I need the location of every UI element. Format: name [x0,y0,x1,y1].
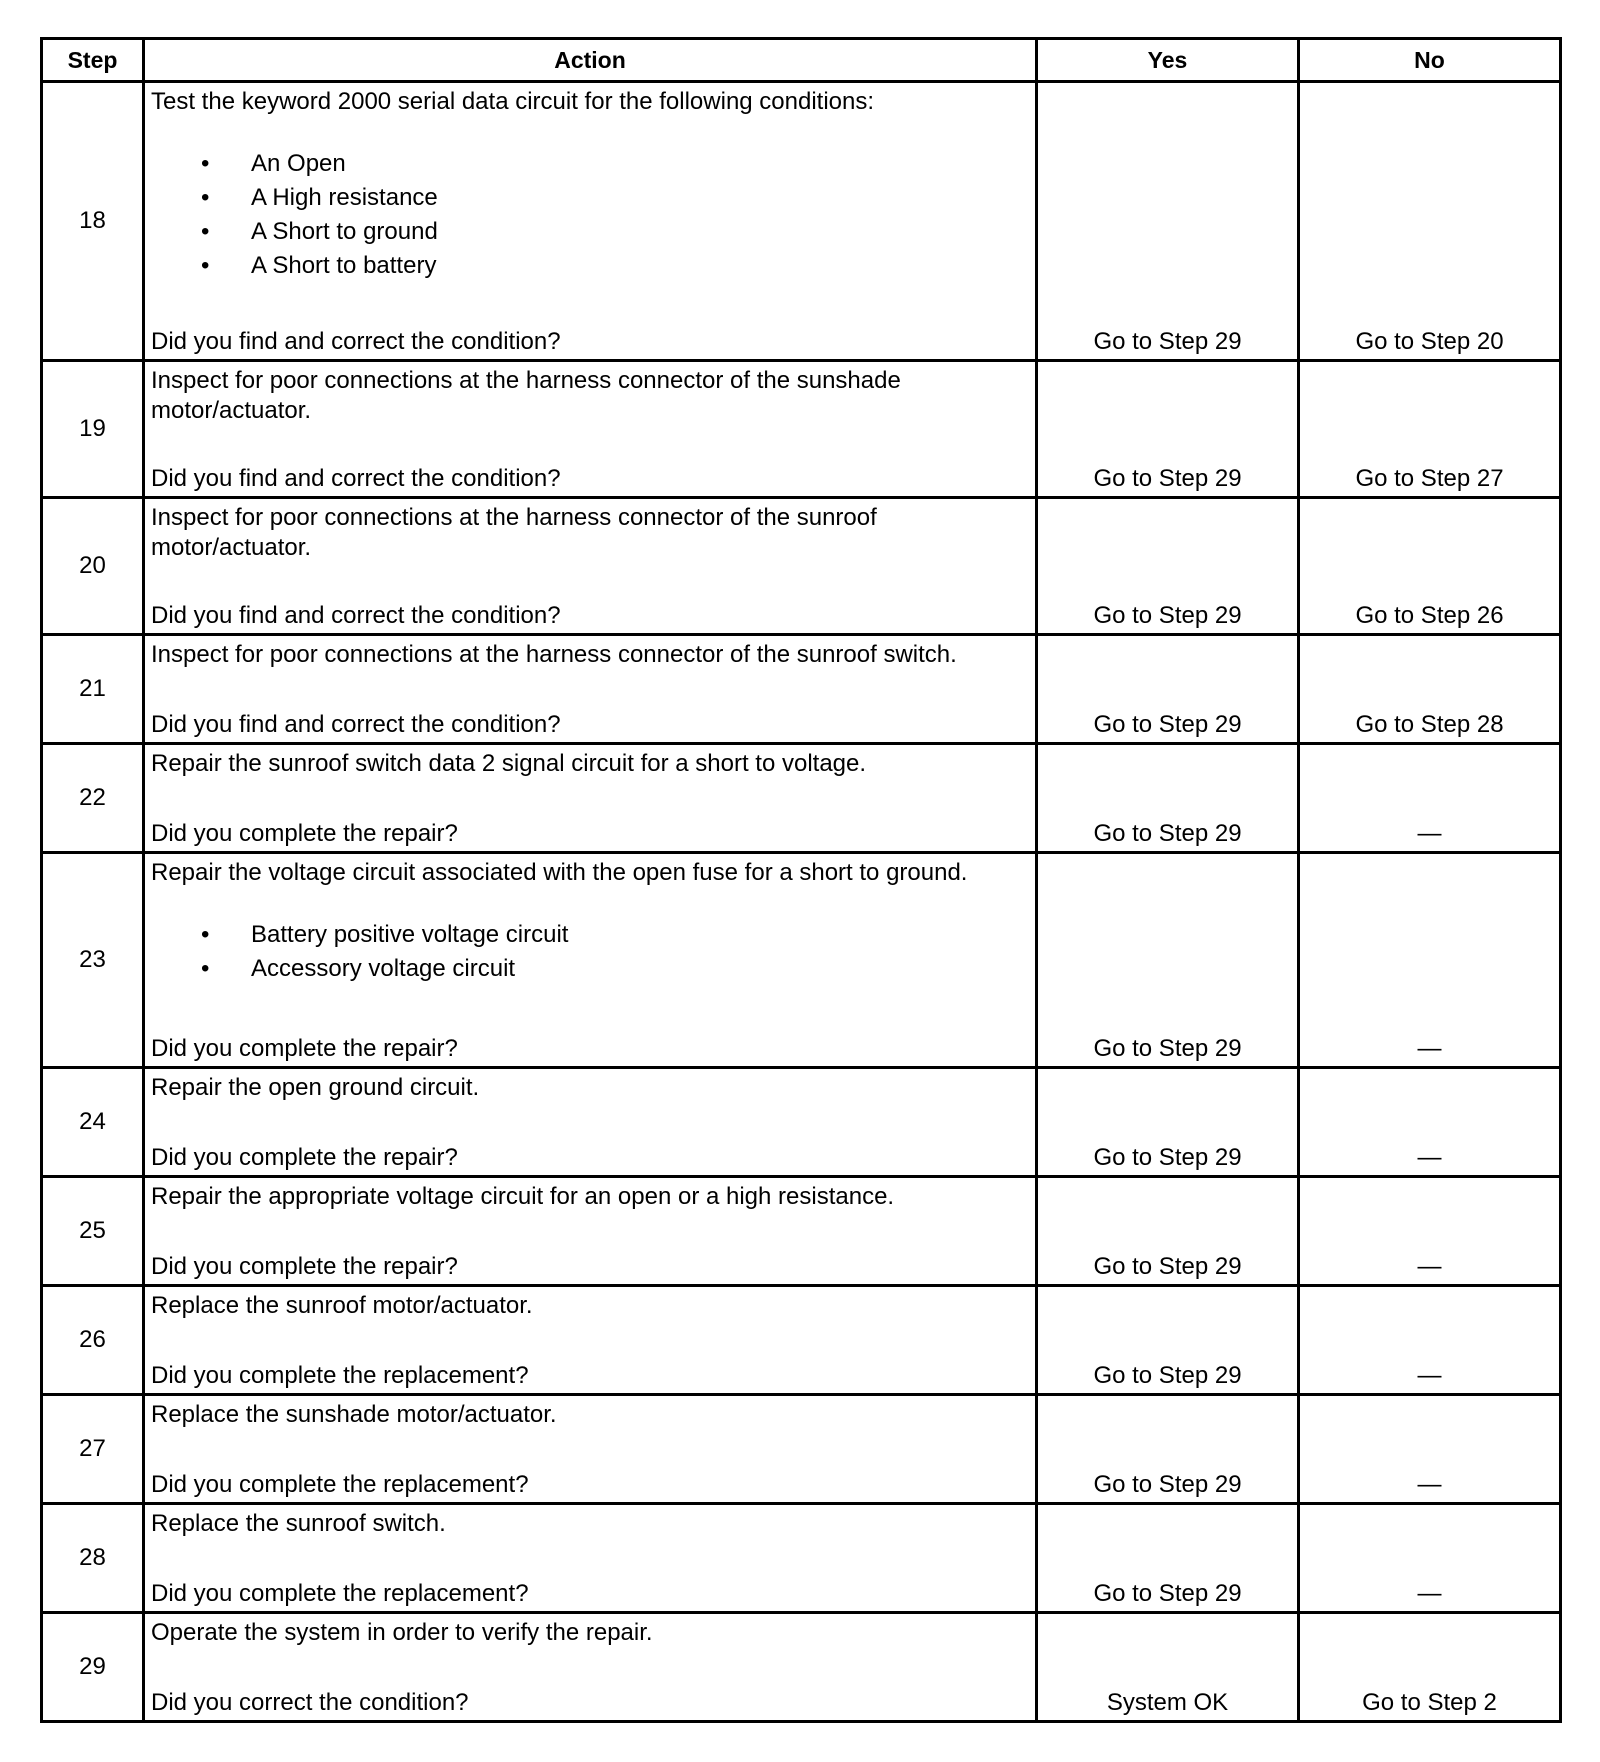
step-number: 29 [42,1613,144,1722]
action-body [151,1291,1029,1321]
action-body [151,87,1029,283]
table-row [42,82,1561,361]
step-number: 25 [42,1177,144,1286]
action-body [151,749,1029,779]
action-cell [144,1395,1037,1504]
yes-result: Go to Step 29 [1037,744,1299,853]
yes-result: Go to Step 29 [1037,361,1299,498]
step-number: 18 [42,82,144,361]
step-number: 21 [42,635,144,744]
action-content [151,362,1029,496]
action-text: Replace the sunroof switch. [151,1510,446,1537]
condition-item [151,952,1029,986]
action-text: Test the keyword 2000 serial data circuit for the following conditions: [151,88,875,115]
condition-text: Battery positive voltage circuit [251,921,569,948]
question-text: Did you complete the replacement? [151,1580,529,1607]
no-result: — [1299,1286,1561,1395]
action-content [151,1614,1029,1720]
step-number: 20 [42,498,144,635]
table-header [42,39,1561,82]
header-row [42,39,1561,82]
bullet-icon: • [201,184,210,211]
action-content [151,854,1029,1066]
header-step: Step [42,39,144,82]
action-cell [144,1286,1037,1395]
action-content [151,745,1029,851]
action-cell [144,853,1037,1068]
action-content [151,1505,1029,1611]
no-result: — [1299,853,1561,1068]
yes-result: Go to Step 29 [1037,1395,1299,1504]
diagnostic-table [40,37,1562,1723]
condition-item [151,147,1029,181]
yes-result: System OK [1037,1613,1299,1722]
yes-result: Go to Step 29 [1037,1286,1299,1395]
table-row [42,1177,1561,1286]
table-row [42,1395,1561,1504]
bullet-icon: • [201,955,210,982]
yes-result: Go to Step 29 [1037,1177,1299,1286]
table-row [42,1068,1561,1177]
question-text: Did you find and correct the condition? [151,328,561,355]
yes-result: Go to Step 29 [1037,82,1299,361]
table-row [42,1504,1561,1613]
bullet-icon: • [201,218,210,245]
action-body [151,1509,1029,1539]
yes-result: Go to Step 29 [1037,1068,1299,1177]
action-text: Repair the appropriate voltage circuit for an open or a high resistance. [151,1183,895,1210]
action-body [151,858,1029,986]
yes-result: Go to Step 29 [1037,498,1299,635]
action-body [151,1073,1029,1103]
condition-text: A Short to battery [251,252,437,279]
action-cell [144,1613,1037,1722]
action-body [151,1182,1029,1212]
table-row [42,1286,1561,1395]
table-row [42,635,1561,744]
condition-item [151,215,1029,249]
no-result: Go to Step 27 [1299,361,1561,498]
action-text: Inspect for poor connections at the harness connector of the sunshade motor/actuator. [151,367,901,424]
header-yes: Yes [1037,39,1299,82]
action-text: Inspect for poor connections at the harness connector of the sunroof motor/actuator. [151,504,877,561]
table-row [42,744,1561,853]
table-row [42,1613,1561,1722]
header-no: No [1299,39,1561,82]
action-cell [144,744,1037,853]
step-number: 24 [42,1068,144,1177]
step-number: 23 [42,853,144,1068]
question-text: Did you find and correct the condition? [151,465,561,492]
question-text: Did you correct the condition? [151,1689,469,1716]
yes-result: Go to Step 29 [1037,1504,1299,1613]
action-cell [144,635,1037,744]
action-text: Inspect for poor connections at the harness connector of the sunroof switch. [151,641,957,668]
action-text: Repair the open ground circuit. [151,1074,480,1101]
bullet-icon: • [201,150,210,177]
yes-result: Go to Step 29 [1037,635,1299,744]
no-result: Go to Step 20 [1299,82,1561,361]
action-content [151,1178,1029,1284]
table-row [42,498,1561,635]
no-result: — [1299,1395,1561,1504]
no-result: Go to Step 28 [1299,635,1561,744]
question-text: Did you complete the replacement? [151,1471,529,1498]
condition-item [151,918,1029,952]
bullet-icon: • [201,921,210,948]
action-cell [144,1068,1037,1177]
action-body [151,640,1029,670]
action-text: Repair the sunroof switch data 2 signal circuit for a short to voltage. [151,750,867,777]
no-result: Go to Step 2 [1299,1613,1561,1722]
action-text: Repair the voltage circuit associated with the open fuse for a short to ground. [151,859,968,886]
no-result: — [1299,1177,1561,1286]
action-cell [144,498,1037,635]
action-body [151,1400,1029,1430]
condition-text: A Short to ground [251,218,438,245]
action-text: Replace the sunroof motor/actuator. [151,1292,533,1319]
action-text: Replace the sunshade motor/actuator. [151,1401,557,1428]
step-number: 28 [42,1504,144,1613]
question-text: Did you complete the repair? [151,1253,458,1280]
condition-list [151,918,1029,986]
question-text: Did you complete the replacement? [151,1362,529,1389]
condition-item [151,249,1029,283]
action-content [151,499,1029,633]
table-row [42,853,1561,1068]
action-cell [144,1177,1037,1286]
no-result: Go to Step 26 [1299,498,1561,635]
no-result: — [1299,1504,1561,1613]
header-action: Action [144,39,1037,82]
question-text: Did you find and correct the condition? [151,711,561,738]
action-content [151,83,1029,359]
condition-list [151,147,1029,283]
condition-item [151,181,1029,215]
action-body [151,366,1029,426]
action-body [151,503,1029,563]
action-content [151,1396,1029,1502]
action-cell [144,82,1037,361]
yes-result: Go to Step 29 [1037,853,1299,1068]
bullet-icon: • [201,252,210,279]
table-body [42,82,1561,1722]
question-text: Did you find and correct the condition? [151,602,561,629]
action-content [151,636,1029,742]
question-text: Did you complete the repair? [151,1144,458,1171]
action-content [151,1287,1029,1393]
question-text: Did you complete the repair? [151,820,458,847]
step-number: 19 [42,361,144,498]
action-cell [144,1504,1037,1613]
action-text: Operate the system in order to verify the repair. [151,1619,653,1646]
action-body [151,1618,1029,1648]
step-number: 27 [42,1395,144,1504]
condition-text: Accessory voltage circuit [251,955,516,982]
action-content [151,1069,1029,1175]
no-result: — [1299,1068,1561,1177]
table-row [42,361,1561,498]
step-number: 26 [42,1286,144,1395]
action-cell [144,361,1037,498]
step-number: 22 [42,744,144,853]
no-result: — [1299,744,1561,853]
condition-text: An Open [251,150,346,177]
question-text: Did you complete the repair? [151,1035,458,1062]
condition-text: A High resistance [251,184,438,211]
